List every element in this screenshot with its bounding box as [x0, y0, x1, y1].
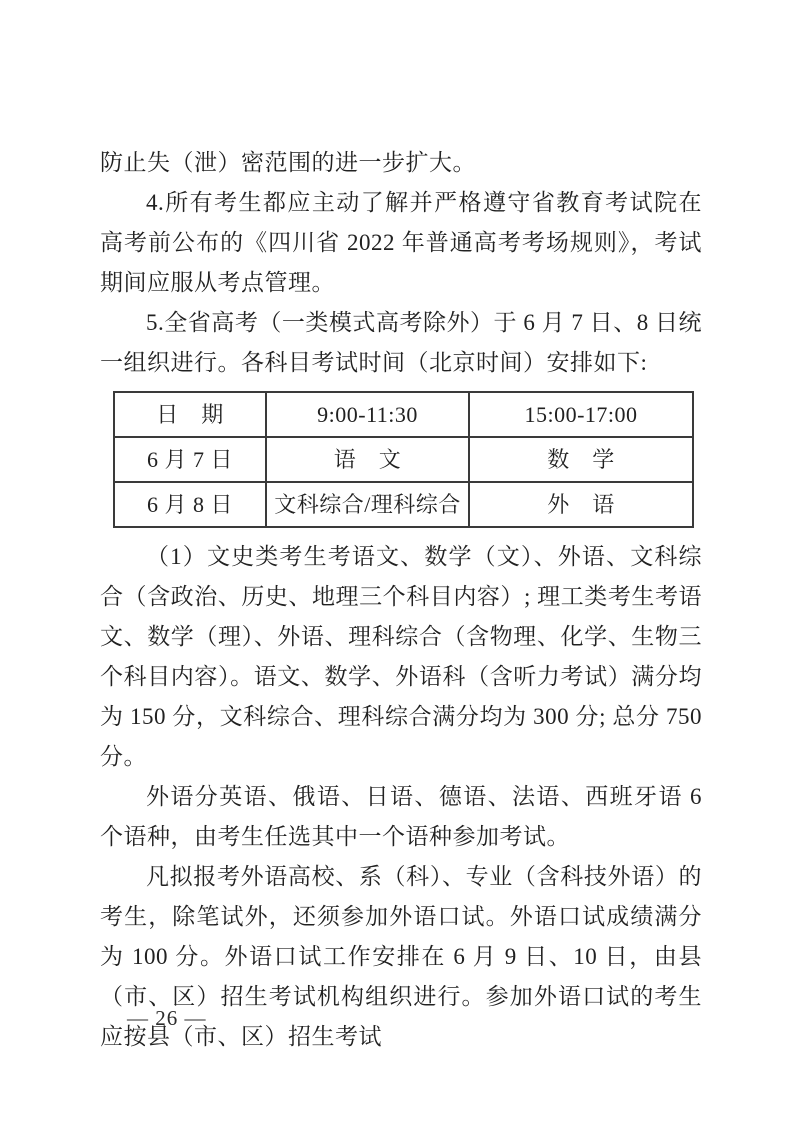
header-cell-date: 日 期 — [114, 392, 266, 437]
paragraph-continuation: 防止失（泄）密范围的进一步扩大。 — [100, 150, 476, 175]
cell-june7-morning-subject: 语 文 — [266, 437, 469, 482]
header-cell-morning-time: 9:00-11:30 — [266, 392, 469, 437]
header-cell-afternoon-time: 15:00-17:00 — [469, 392, 693, 437]
cell-date-june8: 6 月 8 日 — [114, 482, 266, 527]
paragraph-foreign-languages: 外语分英语、俄语、日语、德语、法语、西班牙语 6 个语种，由考生任选其中一个语种参加考试。 — [100, 784, 702, 849]
table-header-row — [114, 392, 693, 437]
paragraph-rule-5: 5.全省高考（一类模式高考除外）于 6 月 7 日、8 日统一组织进行。各科目考试时间（北京时间）安排如下: — [100, 310, 702, 375]
document-body — [100, 143, 702, 1057]
table-row-june8 — [114, 482, 693, 527]
paragraph-rule-4: 4.所有考生都应主动了解并严格遵守省教育考试院在高考前公布的《四川省 2022 年普通高考考场规则》，考试期间应服从考点管理。 — [100, 190, 702, 295]
paragraph-oral-exam: 凡拟报考外语高校、系（科）、专业（含科技外语）的考生，除笔试外，还须参加外语口试。外语口试成绩满分为 100 分。外语口试工作安排在 6 月 9 日、10 日，由县（市、区）招生考试机构组织进行。参加外语口试的考生应按县（市、区）招生考试 — [100, 864, 702, 1049]
exam-schedule-table — [113, 391, 694, 528]
cell-june7-afternoon-subject: 数 学 — [469, 437, 693, 482]
cell-june8-morning-subject: 文科综合/理科综合 — [266, 482, 469, 527]
page-number: — 26 — — [127, 1006, 207, 1030]
paragraph-subjects-scores: （1）文史类考生考语文、数学（文）、外语、文科综合（含政治、历史、地理三个科目内容）; 理工类考生考语文、数学（理）、外语、理科综合（含物理、化学、生物三个科目内容）。语文、数学、外语科（含听力考试）满分均为 150 分，文科综合、理科综合满分均为 300 分; 总分 750 分。 — [100, 544, 702, 769]
cell-date-june7: 6 月 7 日 — [114, 437, 266, 482]
cell-june8-afternoon-subject: 外 语 — [469, 482, 693, 527]
table-row-june7 — [114, 437, 693, 482]
